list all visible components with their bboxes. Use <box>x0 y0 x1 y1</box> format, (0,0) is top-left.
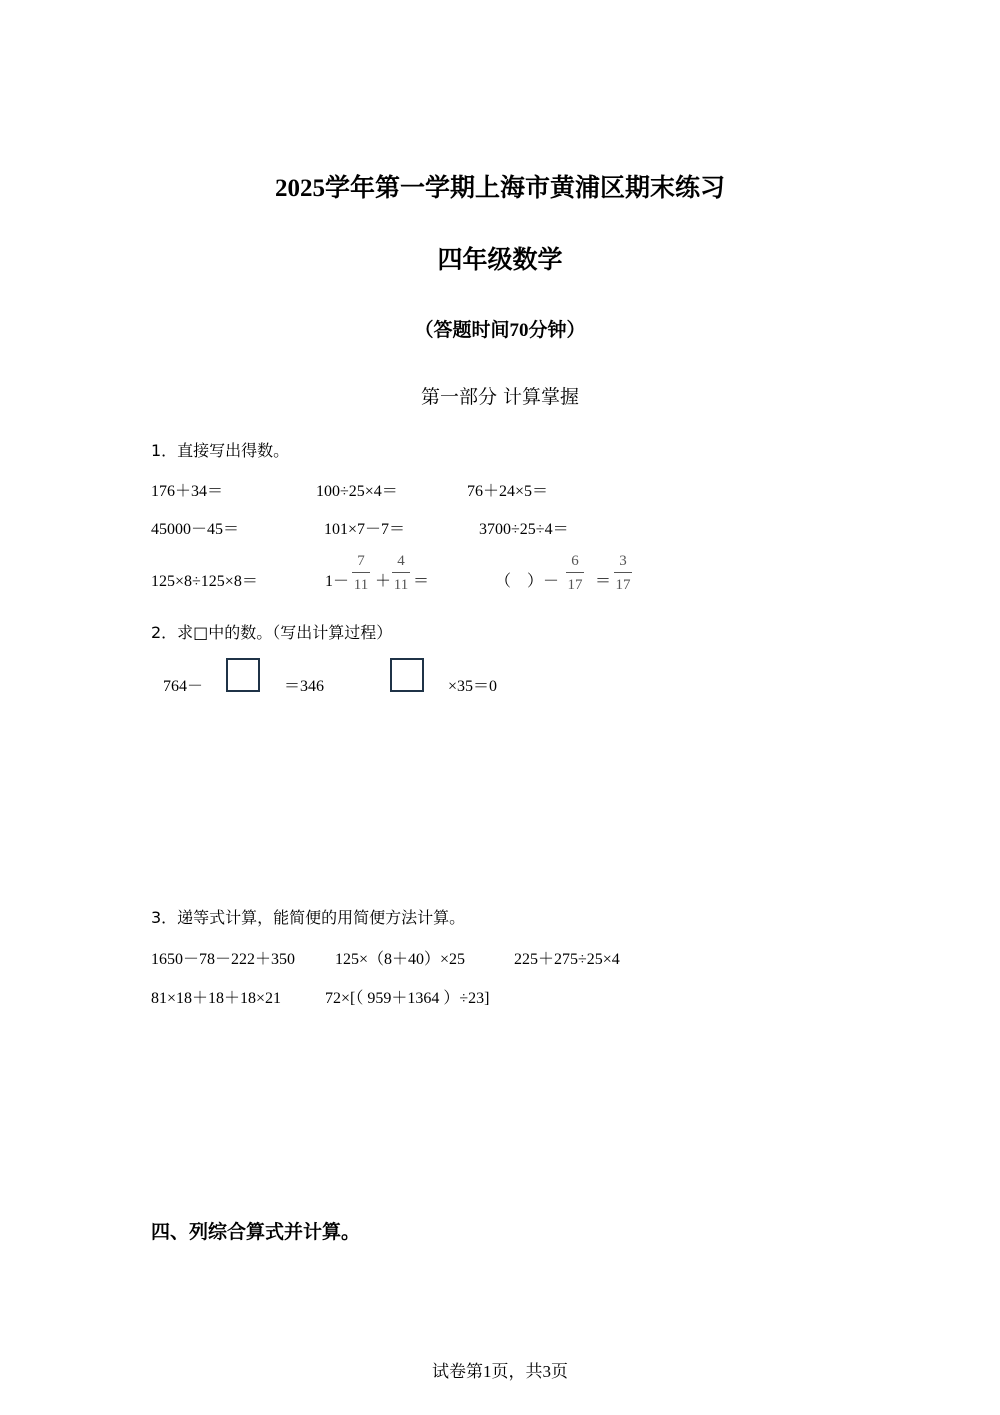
q3-r1-c1: 1650－78－222＋350 <box>151 951 296 968</box>
fraction-6-17 <box>566 552 584 594</box>
fraction-bar <box>392 572 410 573</box>
answer-box-2[interactable] <box>390 658 424 692</box>
fraction-4-11 <box>392 552 410 594</box>
fraction-bar <box>352 572 370 573</box>
fraction-numerator: 3 <box>619 553 627 569</box>
answer-box-1[interactable] <box>226 658 260 692</box>
q2-eq2-right: ×35＝0 <box>448 678 498 695</box>
q1-r3-c3-paren: （ ）－ <box>495 573 560 590</box>
q3-r2-c2: 72×[（ 959＋1364 ）÷23] <box>325 990 490 1007</box>
fraction-bar <box>566 572 584 573</box>
q1-r3-c2-lead: 1－ <box>325 573 350 590</box>
q1-r3-c1: 125×8÷125×8＝ <box>151 573 258 590</box>
q2-eq1-left: 764－ <box>163 678 204 695</box>
q2-eq1-right: ＝346 <box>284 678 325 695</box>
fraction-numerator: 4 <box>397 553 405 569</box>
q3-r2-c1: 81×18＋18＋18×21 <box>151 990 282 1007</box>
q2-title: 2．求□中的数。（写出计算过程） <box>151 623 393 642</box>
fraction-denominator: 11 <box>393 577 409 593</box>
fraction-numerator: 7 <box>357 553 365 569</box>
fraction-denominator: 17 <box>615 577 631 593</box>
exam-title: 2025学年第一学期上海市黄浦区期末练习 <box>274 175 725 202</box>
grade-subject-title: 四年级数学 <box>437 247 563 274</box>
q1-r2-c2: 101×7－7＝ <box>324 521 406 538</box>
q3-title: 3．递等式计算，能简便的用简便方法计算。 <box>151 908 466 927</box>
q1-r1-c1: 176＋34＝ <box>151 483 224 500</box>
fraction-denominator: 17 <box>567 577 583 593</box>
q1-r1-c3: 76＋24×5＝ <box>467 483 549 500</box>
fraction-numerator: 6 <box>571 553 579 569</box>
q1-r3-c2-eq: ＝ <box>413 573 430 590</box>
section4-heading: 四、列综合算式并计算。 <box>151 1221 361 1243</box>
q1-r2-c3: 3700÷25÷4＝ <box>479 521 569 538</box>
time-note: （答题时间70分钟） <box>414 320 586 341</box>
fraction-3-17 <box>614 552 632 594</box>
q1-r1-c2: 100÷25×4＝ <box>316 483 398 500</box>
q3-r1-c3: 225＋275÷25×4 <box>514 951 620 968</box>
fraction-bar <box>614 572 632 573</box>
page-footer: 试卷第1页，共3页 <box>432 1362 568 1381</box>
fraction-denominator: 11 <box>353 577 369 593</box>
part1-heading: 第一部分 计算掌握 <box>420 386 580 408</box>
q3-r1-c2: 125×（8＋40）×25 <box>335 951 466 968</box>
q1-r3-c2-op: ＋ <box>375 573 392 590</box>
q1-r2-c1: 45000－45＝ <box>151 521 240 538</box>
q1-r3-c3-eq: ＝ <box>595 573 612 590</box>
fraction-7-11 <box>352 552 370 594</box>
q1-title: 1．直接写出得数。 <box>151 441 290 460</box>
